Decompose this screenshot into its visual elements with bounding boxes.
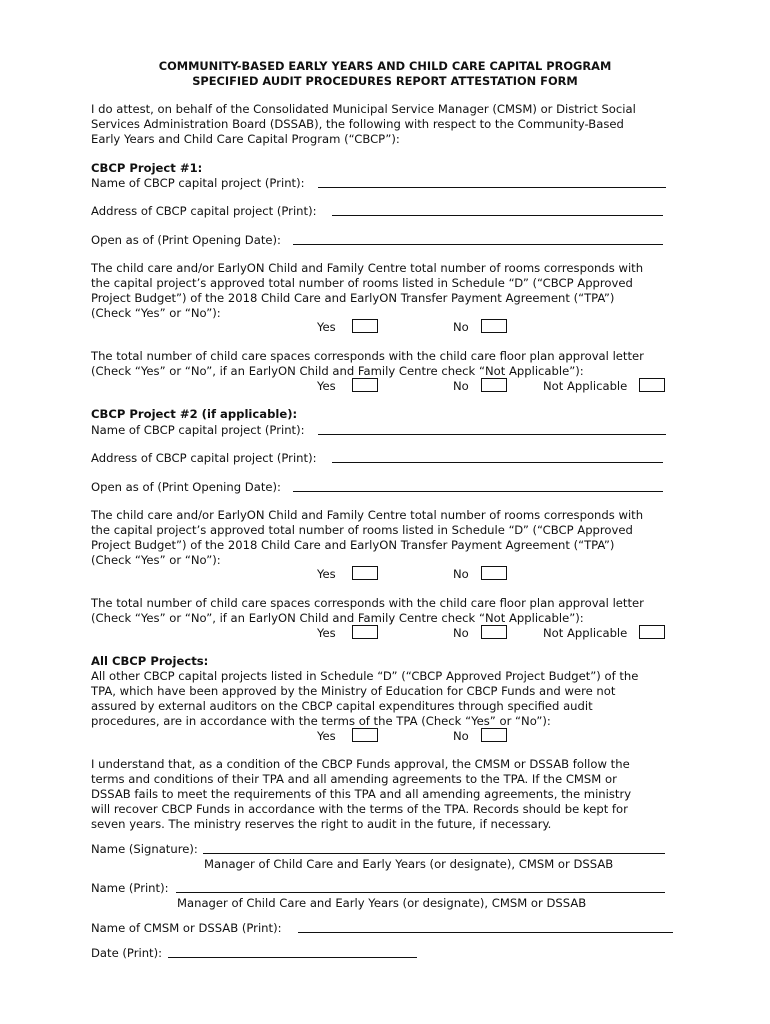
understanding-paragraph: I understand that, as a condition of the CBCP Funds approval, the CMSM or DSSAB follow the terms and conditions of their TPA and all amending agreements to the TPA. If the CMSM or DSSAB fails to meet the requirements of this TPA and all amending agreements, the ministry will recover CBCP Funds in accordance with the terms of the TPA. Records should be kept for seven years. The ministry reserves the right to audit in the future, if necessary. (91, 757, 632, 831)
all-projects-yes-checkbox[interactable] (352, 728, 378, 742)
project2-rooms-question: The child care and/or EarlyON Child and Family Centre total number of rooms corresponds with the capital project’s approved total number of rooms listed in Schedule “D” (“CBCP Approved Project Budget”) of the 2018 Child Care and EarlyON Transfer Payment Agreement (“TPA”) (Check “Yes” or “No”): (91, 508, 644, 567)
project2-spaces-na-checkbox[interactable] (639, 625, 665, 639)
project1-address-label: Address of CBCP capital project (Print): (91, 204, 317, 218)
cmsm-name-label: Name of CMSM or DSSAB (Print): (91, 921, 282, 935)
no-label: No (453, 567, 469, 581)
yes-label: Yes (317, 567, 336, 581)
yes-label: Yes (317, 379, 336, 393)
project2-rooms-yes-checkbox[interactable] (352, 566, 378, 580)
signature-field[interactable] (203, 853, 665, 854)
project2-open-date-field[interactable] (293, 491, 663, 492)
all-projects-no-checkbox[interactable] (481, 728, 507, 742)
project2-address-label: Address of CBCP capital project (Print): (91, 451, 317, 465)
print-name-label: Name (Print): (91, 881, 169, 895)
form-subtitle: SPECIFIED AUDIT PROCEDURES REPORT ATTESTATION FORM (192, 74, 578, 88)
signature-label: Name (Signature): (91, 842, 198, 856)
project1-open-label: Open as of (Print Opening Date): (91, 233, 281, 247)
date-field[interactable] (168, 957, 417, 958)
project2-open-label: Open as of (Print Opening Date): (91, 480, 281, 494)
project1-rooms-no-checkbox[interactable] (481, 319, 507, 333)
project1-name-label: Name of CBCP capital project (Print): (91, 176, 305, 190)
project1-rooms-yes-checkbox[interactable] (352, 319, 378, 333)
not-applicable-label: Not Applicable (543, 626, 628, 640)
print-name-caption: Manager of Child Care and Early Years (or designate), CMSM or DSSAB (177, 896, 587, 910)
intro-paragraph: I do attest, on behalf of the Consolidated Municipal Service Manager (CMSM) or District Social Services Administration Board (DSSAB), the following with respect to the Community-Based Early Years and Child Care Capital Program (“CBCP”): (91, 102, 636, 146)
project1-open-date-field[interactable] (293, 244, 663, 245)
not-applicable-label: Not Applicable (543, 379, 628, 393)
project2-rooms-no-checkbox[interactable] (481, 566, 507, 580)
no-label: No (453, 320, 469, 334)
project1-spaces-no-checkbox[interactable] (481, 378, 507, 392)
project2-address-field[interactable] (332, 462, 663, 463)
project1-name-field[interactable] (318, 187, 666, 188)
project2-spaces-no-checkbox[interactable] (481, 625, 507, 639)
print-name-field[interactable] (176, 892, 665, 893)
project1-spaces-question: The total number of child care spaces corresponds with the child care floor plan approval letter (Check “Yes” or “No”, if an EarlyON Child and Family Centre check “Not Applicable”): (91, 349, 644, 378)
yes-label: Yes (317, 729, 336, 743)
form-title: COMMUNITY-BASED EARLY YEARS AND CHILD CARE CAPITAL PROGRAM (158, 59, 612, 73)
project2-heading: CBCP Project #2 (if applicable): (91, 407, 298, 421)
project2-name-label: Name of CBCP capital project (Print): (91, 423, 305, 437)
cmsm-name-field[interactable] (298, 932, 673, 933)
yes-label: Yes (317, 626, 336, 640)
project1-spaces-na-checkbox[interactable] (639, 378, 665, 392)
date-label: Date (Print): (91, 946, 163, 960)
yes-label: Yes (317, 320, 336, 334)
project1-address-field[interactable] (332, 215, 663, 216)
all-projects-question: All other CBCP capital projects listed in Schedule “D” (“CBCP Approved Project Budget”) of the TPA, which have been approved by the Ministry of Education for CBCP Funds and were not assured by external auditors on the CBCP capital expenditures through specified audit procedures, are in accordance with the terms of the TPA (Check “Yes” or “No”): (91, 669, 639, 728)
all-projects-heading: All CBCP Projects: (91, 654, 209, 668)
signature-caption: Manager of Child Care and Early Years (or designate), CMSM or DSSAB (204, 857, 614, 871)
project2-name-field[interactable] (318, 434, 666, 435)
no-label: No (453, 729, 469, 743)
project1-spaces-yes-checkbox[interactable] (352, 378, 378, 392)
no-label: No (453, 626, 469, 640)
no-label: No (453, 379, 469, 393)
project1-heading: CBCP Project #1: (91, 161, 203, 175)
project2-spaces-yes-checkbox[interactable] (352, 625, 378, 639)
project1-rooms-question: The child care and/or EarlyON Child and Family Centre total number of rooms corresponds with the capital project’s approved total number of rooms listed in Schedule “D” (“CBCP Approved Project Budget”) of the 2018 Child Care and EarlyON Transfer Payment Agreement (“TPA”) (Check “Yes” or “No”): (91, 261, 644, 320)
project2-spaces-question: The total number of child care spaces corresponds with the child care floor plan approval letter (Check “Yes” or “No”, if an EarlyON Child and Family Centre check “Not Applicable”): (91, 596, 644, 625)
